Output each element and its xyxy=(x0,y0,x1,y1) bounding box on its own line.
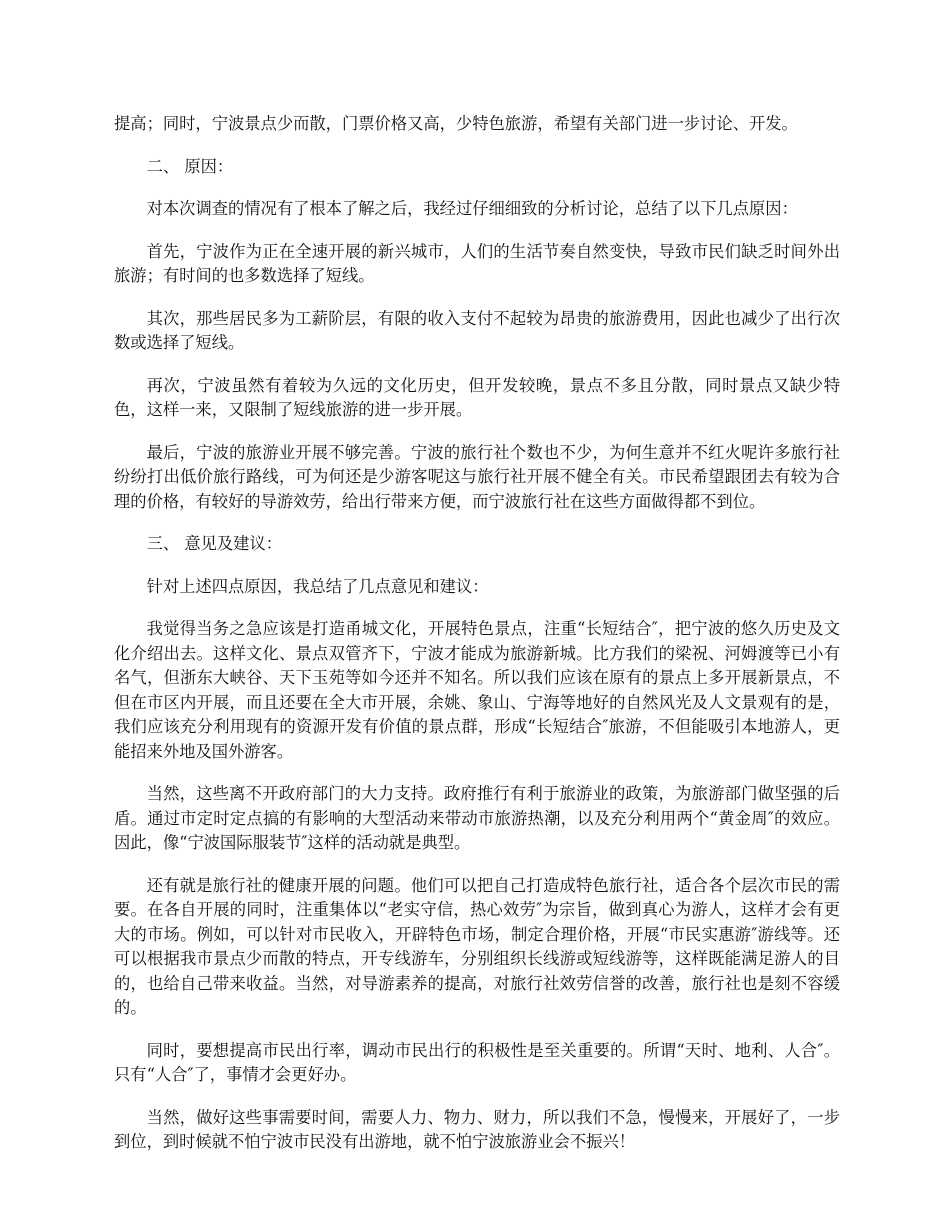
paragraph: 我觉得当务之急应该是打造甬城文化，开展特色景点，注重“长短结合″，把宁波的悠久历史及文化介绍出去。这样文化、景点双管齐下，宁波才能成为旅游新城。比方我们的梁祝、河姆渡等已小有名气，但浙东大峡谷、天下玉苑等如今还并不知名。所以我们应该在原有的景点上多开展新景点，不但在市区内开展，而且还要在全大市开展，余姚、象山、宁海等地好的自然风光及人文景观有的是，我们应该充分利用现有的资源开发有价值的景点群，形成“长短结合″旅游，不但能吸引本地游人，更能招来外地及国外游客。 xyxy=(114,619,840,761)
section-heading-suggestions: 三、 意见及建议： xyxy=(146,534,283,553)
paragraph: 最后，宁波的旅游业开展不够完善。宁波的旅行社个数也不少，为何生意并不红火呢许多旅行社纷纷打出低价旅行路线，可为何还是少游客呢这与旅行社开展不健全有关。市民希望跟团去有较为合理的价格，有较好的导游效劳，给出行带来方便，而宁波旅行社在这些方面做得都不到位。 xyxy=(114,442,840,511)
paragraph: 同时，要想提高市民出行率，调动市民出行的积极性是至关重要的。所谓“天时、地利、人合″。只有“人合″了，事情才会更好办。 xyxy=(114,1040,840,1084)
paragraph: 当然，这些离不开政府部门的大力支持。政府推行有利于旅游业的政策，为旅游部门做坚强的后盾。通过市定时定点搞的有影响的大型活动来带动市旅游热潮，以及充分利用两个“黄金周″的效应。因此，像“宁波国际服装节″这样的活动就是典型。 xyxy=(114,784,840,852)
paragraph-continuation: 提高；同时，宁波景点少而散，门票价格又高，少特色旅游，希望有关部门进一步讨论、开发。 xyxy=(114,114,798,133)
paragraph: 其次，那些居民多为工薪阶层，有限的收入支付不起较为昂贵的旅游费用，因此也减少了出行次数或选择了短线。 xyxy=(114,308,840,352)
paragraph: 针对上述四点原因，我总结了几点意见和建议： xyxy=(146,576,489,596)
paragraph: 再次，宁波虽然有着较为久远的文化历史，但开发较晚，景点不多且分散，同时景点又缺少特色，这样一来，又限制了短线旅游的进一步开展。 xyxy=(114,375,840,419)
paragraph: 还有就是旅行社的健康开展的问题。他们可以把自己打造成特色旅行社，适合各个层次市民的需要。在各自开展的同时，注重集体以“老实守信，热心效劳″为宗旨，做到真心为游人，这样才会有更大的市场。例如，可以针对市民收入，开辟特色市场，制定合理价格，开展“市民实惠游″游线等。还可以根据我市景点少而散的特点，开专线游车，分别组织长线游或短线游等，这样既能满足游人的目的，也给自己带来收益。当然，对导游素养的提高，对旅行社效劳信誉的改善，旅行社也是刻不容缓的。 xyxy=(114,875,840,1017)
section-heading-reasons: 二、 原因： xyxy=(146,156,234,176)
paragraph: 首先，宁波作为正在全速开展的新兴城市，人们的生活节奏自然变快，导致市民们缺乏时间外出旅游；有时间的也多数选择了短线。 xyxy=(114,241,840,285)
paragraph: 当然，做好这些事需要时间，需要人力、物力、财力，所以我们不急，慢慢来，开展好了，一步到位，到时候就不怕宁波市民没有出游地，就不怕宁波旅游业会不振兴！ xyxy=(114,1107,840,1151)
document-body xyxy=(114,112,840,1173)
paragraph: 对本次调查的情况有了根本了解之后，我经过仔细细致的分析讨论，总结了以下几点原因： xyxy=(146,199,798,218)
